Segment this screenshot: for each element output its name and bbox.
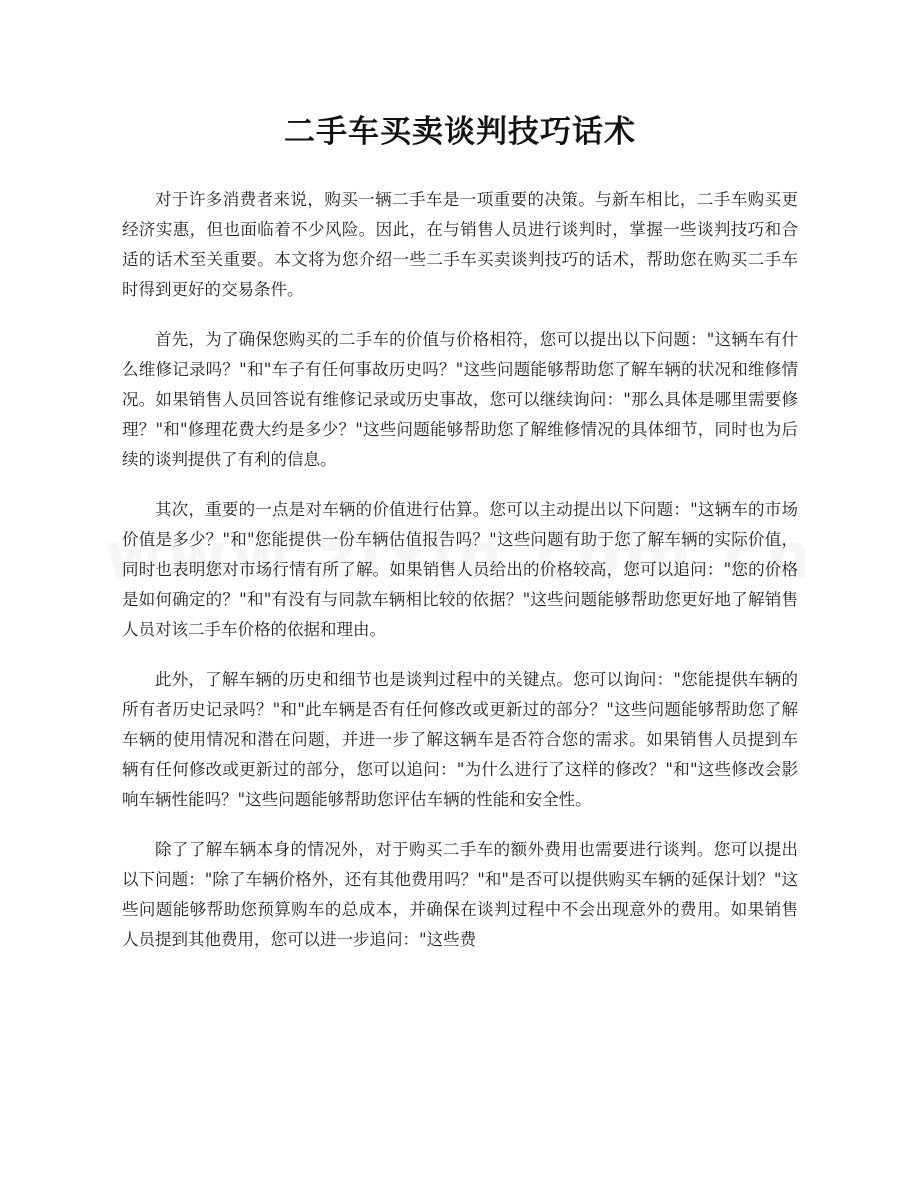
paragraph-first: 首先，为了确保您购买的二手车的价值与价格相符，您可以提出以下问题："这辆车有什么维修记录吗？"和"车子有任何事故历史吗？"这些问题能够帮助您了解车辆的状况和维修情况。如果销售人员回答说有维修记录或历史事故，您可以继续询问："那么具体是哪里需要修理？"和"修理花费大约是多少？"这些问题能够帮助您了解维修情况的具体细节，同时也为后续的谈判提供了有利的信息。 [122, 330, 798, 469]
paragraph-intro: 对于许多消费者来说，购买一辆二手车是一项重要的决策。与新车相比，二手车购买更经济实惠，但也面临着不少风险。因此，在与销售人员进行谈判时，掌握一些谈判技巧和合适的话术至关重要。本文将为您介绍一些二手车买卖谈判技巧的话术，帮助您在购买二手车时得到更好的交易条件。 [122, 190, 798, 299]
document-body [122, 185, 798, 955]
document-title: 二手车买卖谈判技巧话术 [284, 114, 636, 150]
paragraph-fourth: 除了了解车辆本身的情况外，对于购买二手车的额外费用也需要进行谈判。您可以提出以下问题："除了车辆价格外，还有其他费用吗？"和"是否可以提供购买车辆的延保计划？"这些问题能够帮助您预算购车的总成本，并确保在谈判过程中不会出现意外的费用。如果销售人员提到其他费用，您可以进一步追问："这些费 [122, 840, 798, 949]
paragraph-second: 其次，重要的一点是对车辆的价值进行估算。您可以主动提出以下问题："这辆车的市场价值是多少？"和"您能提供一份车辆估值报告吗？"这些问题有助于您了解车辆的实际价值，同时也表明您对市场行情有所了解。如果销售人员给出的价格较高，您可以追问："您的价格是如何确定的？"和"有没有与同款车辆相比较的依据？"这些问题能够帮助您更好地了解销售人员对该二手车价格的依据和理由。 [122, 500, 798, 639]
paragraph-third: 此外，了解车辆的历史和细节也是谈判过程中的关键点。您可以询问："您能提供车辆的所有者历史记录吗？"和"此车辆是否有任何修改或更新过的部分？"这些问题能够帮助您了解车辆的使用情况和潜在问题，并进一步了解这辆车是否符合您的需求。如果销售人员提到车辆有任何修改或更新过的部分，您可以追问："为什么进行了这样的修改？"和"这些修改会影响车辆性能吗？"这些问题能够帮助您评估车辆的性能和安全性。 [122, 670, 798, 809]
